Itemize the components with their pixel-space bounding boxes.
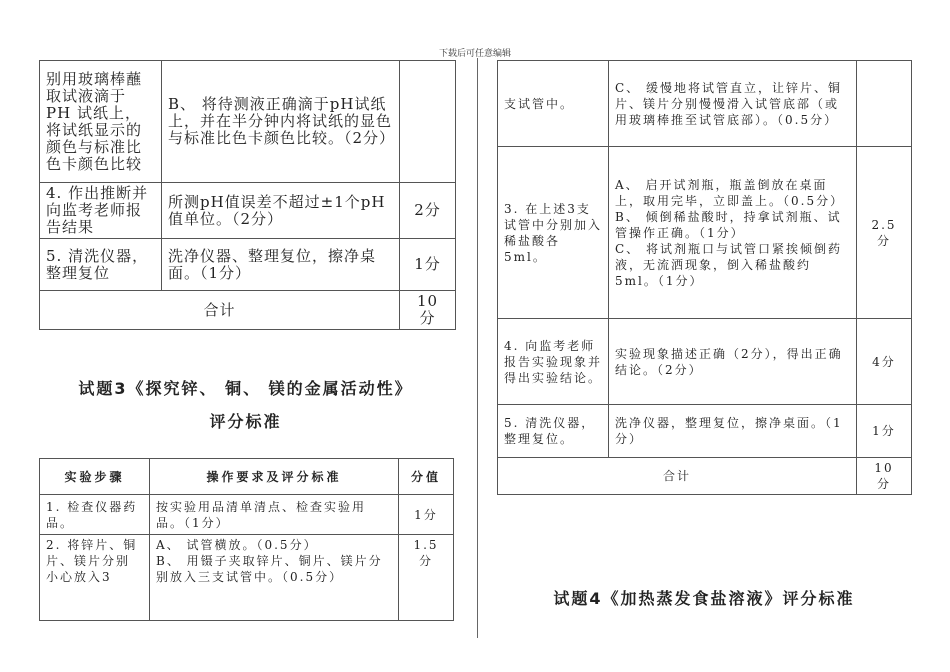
score-cell: 2.5 分 <box>857 147 912 319</box>
table-row <box>40 239 456 291</box>
table-row <box>40 61 456 183</box>
step-cell: 4. 作出推断并向监考老师报告结果 <box>40 183 162 239</box>
requirement-cell <box>609 319 857 405</box>
total-score: 10 分 <box>857 458 912 495</box>
score-cell: 1分 <box>857 405 912 458</box>
requirement-line: C、 将试剂瓶口与试管口紧挨倾倒药液，无流洒现象，倒入稀盐酸约5ml。（1分） <box>615 241 842 288</box>
requirement-cell <box>609 61 857 147</box>
score-cell <box>857 61 912 147</box>
score-cell <box>400 61 456 183</box>
requirement-cell <box>609 405 857 458</box>
requirement-line: 洗净仪器，整理复位，擦净桌面。（1分） <box>615 416 843 446</box>
table-test2-continued <box>39 60 456 330</box>
total-score: 10 分 <box>400 291 456 330</box>
requirement-line: C、 缓慢地将试管直立，让锌片、铜片、镁片分别慢慢滑入试管底部（或用玻璃棒推至试管底部）。（0.5分） <box>615 80 842 127</box>
step-cell: 别用玻璃棒蘸取试液滴于 PH 试纸上，将试纸显示的颜色与标准比色卡颜色比较 <box>40 61 162 183</box>
column-header-requirement: 操作要求及评分标准 <box>150 459 399 495</box>
total-row <box>40 291 456 330</box>
test4-title: 试题4《加热蒸发食盐溶液》评分标准 <box>553 589 855 608</box>
score-cell: 1分 <box>400 239 456 291</box>
requirement-cell <box>609 147 857 319</box>
column-divider <box>477 58 478 638</box>
requirement-cell: A、 试管横放。（0.5分） B、 用镊子夹取锌片、铜片、镁片分别放入三支试管中。（0.5分） <box>150 535 399 621</box>
step-cell: 3. 在上述3支试管中分别加入稀盐酸各5ml。 <box>498 147 609 319</box>
requirement-line: B、 倾倒稀盐酸时，持拿试剂瓶、试管操作正确。（1分） <box>615 209 842 240</box>
table-row <box>498 61 912 147</box>
table-test3-continued <box>497 60 912 495</box>
step-cell: 支试管中。 <box>498 61 609 147</box>
step-cell: 5. 清洗仪器，整理复位。 <box>498 405 609 458</box>
score-cell: 1.5 分 <box>399 535 454 621</box>
header-note: 下载后可任意编辑 <box>438 49 511 59</box>
table-header-row <box>40 459 454 495</box>
column-header-score: 分值 <box>399 459 454 495</box>
total-label: 合计 <box>40 291 400 330</box>
requirement-line: A、 启开试剂瓶，瓶盖倒放在桌面上，取用完毕，立即盖上。（0.5分） <box>615 177 845 208</box>
step-cell: 1. 检查仪器药品。 <box>40 495 150 535</box>
requirement-line: 实验现象描述正确（2分），得出正确结论。（2分） <box>615 346 843 377</box>
total-label: 合计 <box>498 458 857 495</box>
table-row <box>498 147 912 319</box>
requirement-cell: B、 将待测液正确滴于pH试纸上，并在半分钟内将试纸的显色与标准比色卡颜色比较。（2分） <box>162 61 400 183</box>
step-cell: 5. 清洗仪器，整理复位 <box>40 239 162 291</box>
total-row <box>498 458 912 495</box>
score-cell: 1分 <box>399 495 454 535</box>
table-row <box>40 495 454 535</box>
column-header-step: 实验步骤 <box>40 459 150 495</box>
score-cell: 2分 <box>400 183 456 239</box>
table-test3 <box>39 458 454 621</box>
step-cell: 4. 向监考老师报告实验现象并得出实验结论。 <box>498 319 609 405</box>
test3-subtitle: 评分标准 <box>209 412 282 431</box>
score-cell: 4分 <box>857 319 912 405</box>
requirement-cell: 洗净仪器、整理复位，擦净桌面。（1分） <box>162 239 400 291</box>
table-row <box>40 183 456 239</box>
table-row <box>498 319 912 405</box>
requirement-cell: 所测pH值误差不超过±1个pH值单位。（2分） <box>162 183 400 239</box>
table-row <box>40 535 454 621</box>
table-row <box>498 405 912 458</box>
step-cell: 2. 将锌片、铜片、镁片分别小心放入3 <box>40 535 150 621</box>
test3-title: 试题3《探究锌、 铜、 镁的金属活动性》 <box>78 379 413 398</box>
requirement-cell: 按实验用品清单清点、检查实验用品。（1分） <box>150 495 399 535</box>
